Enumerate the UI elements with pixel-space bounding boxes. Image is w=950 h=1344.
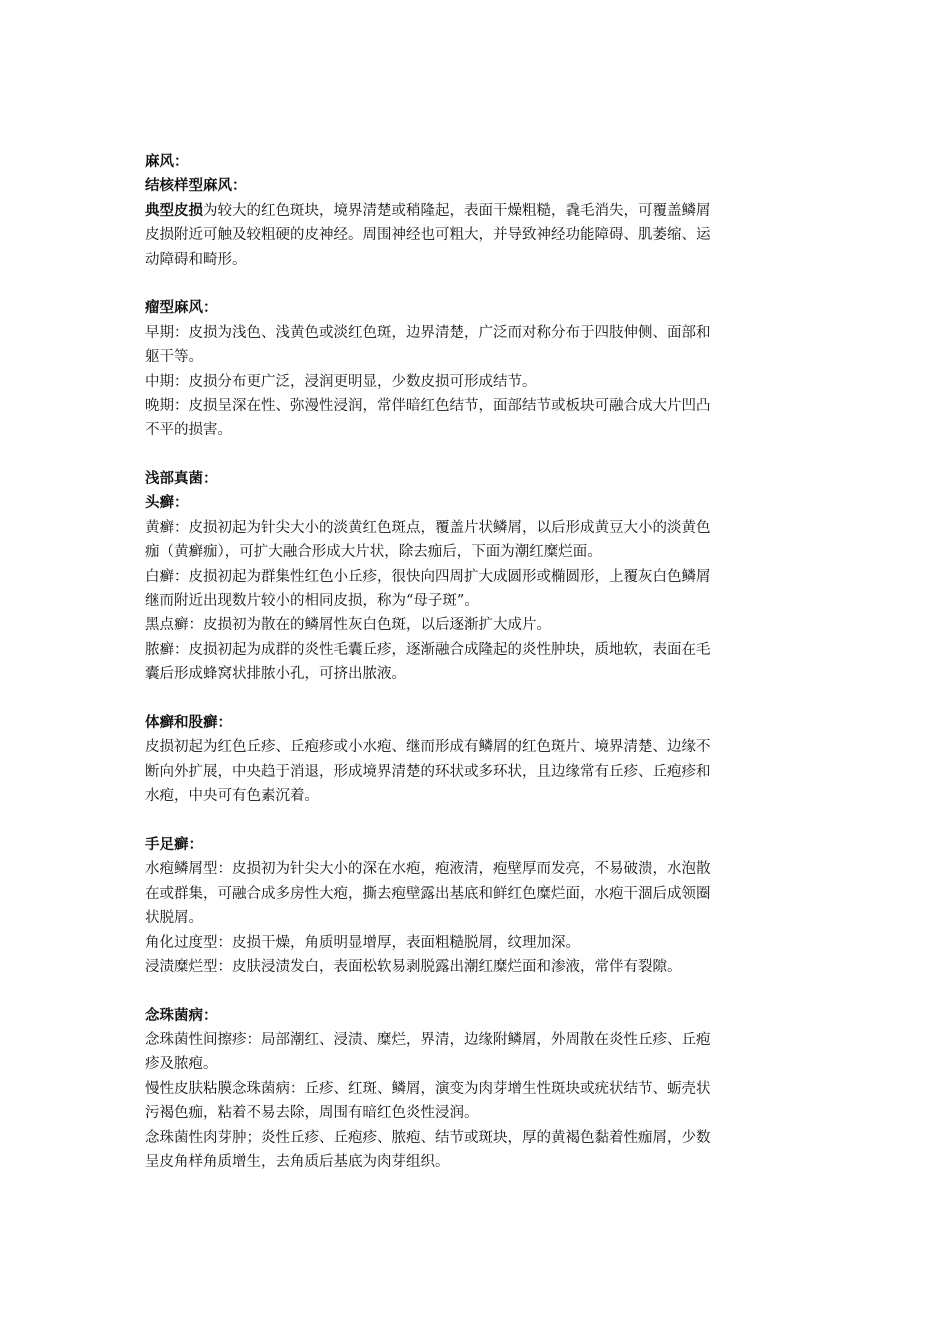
paragraph-line: 早期：皮损为浅色、浅黄色或淡红色斑，边界清楚，广泛而对称分布于四肢伸侧、面部和 (145, 324, 711, 341)
subsection-title-tinea-manuum-pedis: 手足癣： (145, 835, 203, 853)
paragraph-line: 白癣：皮损初起为群集性红色小丘疹，很快向四周扩大成圆形或椭圆形，上覆灰白色鳞屑 (145, 568, 711, 585)
paragraph-line: 动障碍和畸形。 (145, 251, 247, 268)
paragraph-line: 角化过度型：皮损干燥，角质明显增厚，表面粗糙脱屑，纹理加深。 (145, 934, 580, 951)
subsection-title-tinea-capitis: 头癣： (145, 494, 189, 512)
paragraph-line: 污褐色痂，粘着不易去除，周围有暗红色炎性浸润。 (145, 1105, 479, 1122)
paragraph-line: 痂（黄癣痂），可扩大融合形成大片状，除去痂后，下面为潮红糜烂面。 (145, 544, 602, 561)
paragraph-text: 为较大的红色斑块，境界清楚或稍隆起，表面干燥粗糙，毳毛消失，可覆盖鳞屑 (203, 202, 711, 219)
paragraph-line: 不平的损害。 (145, 422, 232, 439)
paragraph-line: 呈皮角样角质增生，去角质后基底为肉芽组织。 (145, 1154, 450, 1171)
paragraph-line: 黑点癣：皮损初为散在的鳞屑性灰白色斑，以后逐渐扩大成片。 (145, 617, 551, 634)
paragraph-line: 黄癣：皮损初起为针尖大小的淡黄红色斑点，覆盖片状鳞屑，以后形成黄豆大小的淡黄色 (145, 519, 711, 536)
subsection-title-tinea-corporis: 体癣和股癣： (145, 713, 232, 731)
paragraph-line: 断向外扩展，中央趋于消退，形成境界清楚的环状或多环状，且边缘常有丘疹、丘疱疹和 (145, 763, 711, 780)
blank-line (145, 809, 810, 833)
paragraph-line: 皮损附近可触及较粗硬的皮神经。周围神经也可粗大，并导致神经功能障碍、肌萎缩、运 (145, 227, 711, 244)
subsection-title-tuberculoid: 结核样型麻风： (145, 177, 247, 195)
blank-line (145, 687, 810, 711)
paragraph-line: 水疱，中央可有色素沉着。 (145, 788, 319, 805)
paragraph-line: 疹及脓疱。 (145, 1056, 218, 1073)
blank-line (145, 272, 810, 296)
paragraph-line: 继而附近出现数片较小的相同皮损，称为“母子斑”。 (145, 593, 479, 610)
paragraph-line: 皮损初起为红色丘疹、丘疱疹或小水疱、继而形成有鳞屑的红色斑片、境界清楚、边缘不 (145, 739, 711, 756)
paragraph-line: 状脱屑。 (145, 910, 203, 927)
paragraph-line: 囊后形成蜂窝状排脓小孔，可挤出脓液。 (145, 666, 406, 683)
blank-line (145, 979, 810, 1003)
section-title-candidiasis: 念珠菌病： (145, 1006, 218, 1024)
subsection-title-lepromatous: 瘤型麻风： (145, 299, 218, 317)
paragraph-line: 水疱鳞屑型：皮损初为针尖大小的深在水疱，疱液清，疱壁厚而发亮，不易破溃，水泡散 (145, 861, 711, 878)
paragraph-line: 中期：皮损分布更广泛，浸润更明显，少数皮损可形成结节。 (145, 373, 537, 390)
paragraph-line: 念珠菌性间擦疹：局部潮红、浸渍、糜烂，界清，边缘附鳞屑，外周散在炎性丘疹、丘疱 (145, 1032, 711, 1049)
paragraph-line: 在或群集，可融合成多房性大疱，撕去疱壁露出基底和鲜红色糜烂面，水疱干涸后成领圈 (145, 885, 711, 902)
paragraph-line: 晚期：皮损呈深在性、弥漫性浸润，常伴暗红色结节，面部结节或板块可融合成大片凹凸 (145, 397, 711, 414)
paragraph-line: 浸渍糜烂型：皮肤浸渍发白，表面松软易剥脱露出潮红糜烂面和渗液，常伴有裂隙。 (145, 958, 682, 975)
section-title-superficial-fungi: 浅部真菌： (145, 470, 218, 488)
paragraph-line: 念珠菌性肉芽肿；炎性丘疹、丘疱疹、脓疱、结节或斑块，厚的黄褐色黏着性痂屑，少数 (145, 1129, 711, 1146)
paragraph-line: 脓癣：皮损初起为成群的炎性毛囊丘疹，逐渐融合成隆起的炎性肿块，质地软，表面在毛 (145, 641, 711, 658)
bold-lead-term: 典型皮损 (145, 201, 203, 219)
blank-line (145, 443, 810, 467)
paragraph-line: 慢性皮肤粘膜念珠菌病：丘疹、红斑、鳞屑，演变为肉芽增生性斑块或疣状结节、蛎壳状 (145, 1080, 711, 1097)
document-body (145, 150, 810, 1174)
paragraph-line (145, 199, 810, 223)
paragraph-line: 躯干等。 (145, 349, 203, 366)
section-title-leprosy: 麻风： (145, 153, 189, 170)
